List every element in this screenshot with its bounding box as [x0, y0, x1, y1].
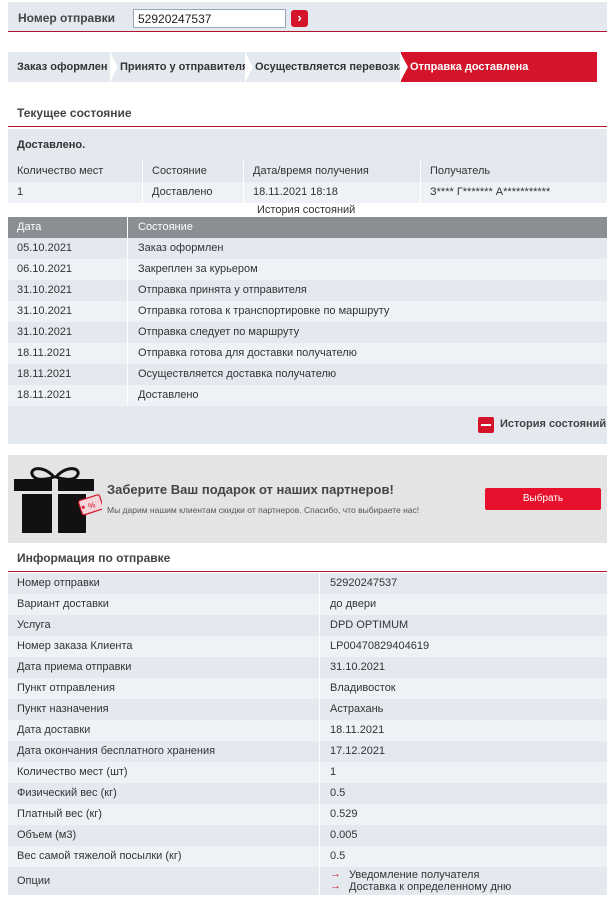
history-date: 31.10.2021 — [17, 284, 73, 296]
history-row — [8, 322, 607, 343]
info-label: Номер заказа Клиента — [17, 640, 133, 652]
info-value: 0.529 — [330, 808, 358, 820]
step-separator — [245, 52, 253, 82]
current-state-heading — [8, 99, 607, 127]
option-item: Доставка к определенному дню — [349, 881, 512, 893]
history-state: Осуществляется доставка получателю — [138, 368, 337, 380]
history-date: 05.10.2021 — [17, 242, 73, 254]
info-label: Вариант доставки — [17, 598, 109, 610]
tracking-number-label: Номер отправки — [18, 11, 115, 25]
info-label: Пункт отправления — [17, 682, 115, 694]
history-state: Отправка готова для доставки получателю — [138, 347, 357, 359]
history-date: 18.11.2021 — [17, 389, 72, 401]
info-value: 1 — [330, 766, 337, 778]
option-item: Уведомление получателя — [349, 869, 480, 881]
step-label: Отправка доставлена — [410, 61, 529, 73]
info-row — [8, 699, 607, 720]
info-value: 0.5 — [330, 850, 346, 862]
info-value: 17.12.2021 — [330, 745, 386, 757]
history-date: 18.11.2021 — [17, 368, 72, 380]
step-in-transit — [246, 52, 406, 82]
history-row — [8, 364, 607, 385]
info-value: до двери — [330, 598, 377, 610]
column-header: Состояние — [138, 221, 193, 233]
step-label: Принято у отправителя — [120, 61, 249, 73]
recipient-name: З**** Г******* А*********** — [430, 186, 551, 198]
history-toggle-bar — [8, 406, 607, 444]
collapse-icon[interactable] — [478, 417, 494, 433]
section-title: Текущее состояние — [17, 106, 132, 120]
info-row — [8, 741, 607, 762]
places-count: 1 — [17, 186, 24, 198]
info-value: 18.11.2021 — [330, 724, 385, 736]
step-label: Заказ оформлен — [17, 61, 108, 73]
current-status-box — [8, 129, 607, 161]
discount-tag-text: % — [86, 500, 97, 511]
info-label: Объем (м3) — [17, 829, 77, 841]
info-label: Платный вес (кг) — [17, 808, 102, 820]
info-row — [8, 657, 607, 678]
section-title: Информация по отправке — [17, 551, 171, 565]
info-value: 0.005 — [330, 829, 358, 841]
step-order-created — [8, 52, 110, 82]
column-header: Состояние — [152, 165, 207, 177]
current-state-header-row — [8, 161, 607, 182]
history-row — [8, 238, 607, 259]
info-row — [8, 825, 607, 846]
state-value: Доставлено — [152, 186, 213, 198]
info-label: Дата доставки — [17, 724, 91, 736]
info-row — [8, 573, 607, 594]
history-date: 31.10.2021 — [17, 305, 73, 317]
info-label: Дата окончания бесплатного хранения — [17, 745, 216, 757]
history-state: Заказ оформлен — [138, 242, 224, 254]
info-row — [8, 615, 607, 636]
info-label: Пункт назначения — [17, 703, 109, 715]
tracking-search-bar — [8, 2, 607, 32]
info-row — [8, 594, 607, 615]
info-label: Номер отправки — [17, 577, 100, 589]
info-value: Астрахань — [330, 703, 384, 715]
step-delivered — [401, 52, 597, 82]
info-row — [8, 804, 607, 825]
history-state: Доставлено — [138, 389, 199, 401]
info-value: LP00470829404619 — [330, 640, 430, 652]
step-label: Осуществляется перевозка — [255, 61, 406, 73]
progress-steps — [8, 52, 597, 82]
info-label: Вес самой тяжелой посылки (кг) — [17, 850, 182, 862]
shipment-info-heading — [8, 544, 607, 572]
info-row — [8, 636, 607, 657]
info-label: Услуга — [17, 619, 51, 631]
gift-box-icon — [12, 463, 102, 535]
history-caption: История состояний — [257, 204, 356, 216]
info-label: Физический вес (кг) — [17, 787, 117, 799]
history-state: Отправка готова к транспортировке по маршруту — [138, 305, 390, 317]
info-value: 52920247537 — [330, 577, 398, 589]
history-date: 06.10.2021 — [17, 263, 73, 275]
history-state: Отправка принята у отправителя — [138, 284, 307, 296]
arrow-right-icon: → — [330, 880, 341, 892]
column-header: Дата — [17, 221, 42, 233]
arrow-right-icon: → — [330, 868, 341, 880]
step-accepted — [111, 52, 249, 82]
partner-gift-banner — [8, 455, 607, 543]
chevron-right-icon: › — [297, 10, 302, 25]
column-header: Дата/время получения — [253, 165, 369, 177]
history-date: 18.11.2021 — [17, 347, 72, 359]
history-header-row — [8, 217, 607, 238]
history-row — [8, 280, 607, 301]
info-value: DPD OPTIMUM — [330, 619, 409, 631]
history-state: Закреплен за курьером — [138, 263, 258, 275]
info-row — [8, 783, 607, 804]
tracking-number-input[interactable] — [133, 9, 286, 28]
info-label: Количество мест (шт) — [17, 766, 128, 778]
info-row — [8, 678, 607, 699]
step-separator — [110, 52, 118, 82]
received-datetime: 18.11.2021 18:18 — [253, 186, 338, 198]
history-toggle-label[interactable]: История состояний — [500, 418, 607, 430]
step-separator — [400, 52, 408, 82]
history-state: Отправка следует по маршруту — [138, 326, 300, 338]
options-row — [8, 867, 607, 895]
column-header: Количество мест — [17, 165, 104, 177]
column-header: Получатель — [430, 165, 491, 177]
promo-subtext: Мы дарим нашим клиентам скидки от партнеров. Спасибо, что выбираете нас! — [107, 505, 420, 515]
history-row — [8, 385, 607, 406]
current-status-text: Доставлено. — [17, 139, 86, 151]
current-state-row — [8, 182, 607, 203]
info-row — [8, 720, 607, 741]
info-value: 31.10.2021 — [330, 661, 386, 673]
promo-headline: Заберите Ваш подарок от наших партнеров! — [107, 482, 394, 497]
history-row — [8, 301, 607, 322]
options-label: Опции — [17, 875, 51, 887]
search-submit-button[interactable] — [291, 10, 308, 27]
info-row — [8, 846, 607, 867]
info-row — [8, 762, 607, 783]
info-label: Дата приема отправки — [17, 661, 132, 673]
info-value: 0.5 — [330, 787, 346, 799]
history-row — [8, 259, 607, 280]
history-row — [8, 343, 607, 364]
history-date: 31.10.2021 — [17, 326, 73, 338]
choose-gift-button[interactable]: Выбрать — [485, 488, 601, 510]
info-value: Владивосток — [330, 682, 396, 694]
